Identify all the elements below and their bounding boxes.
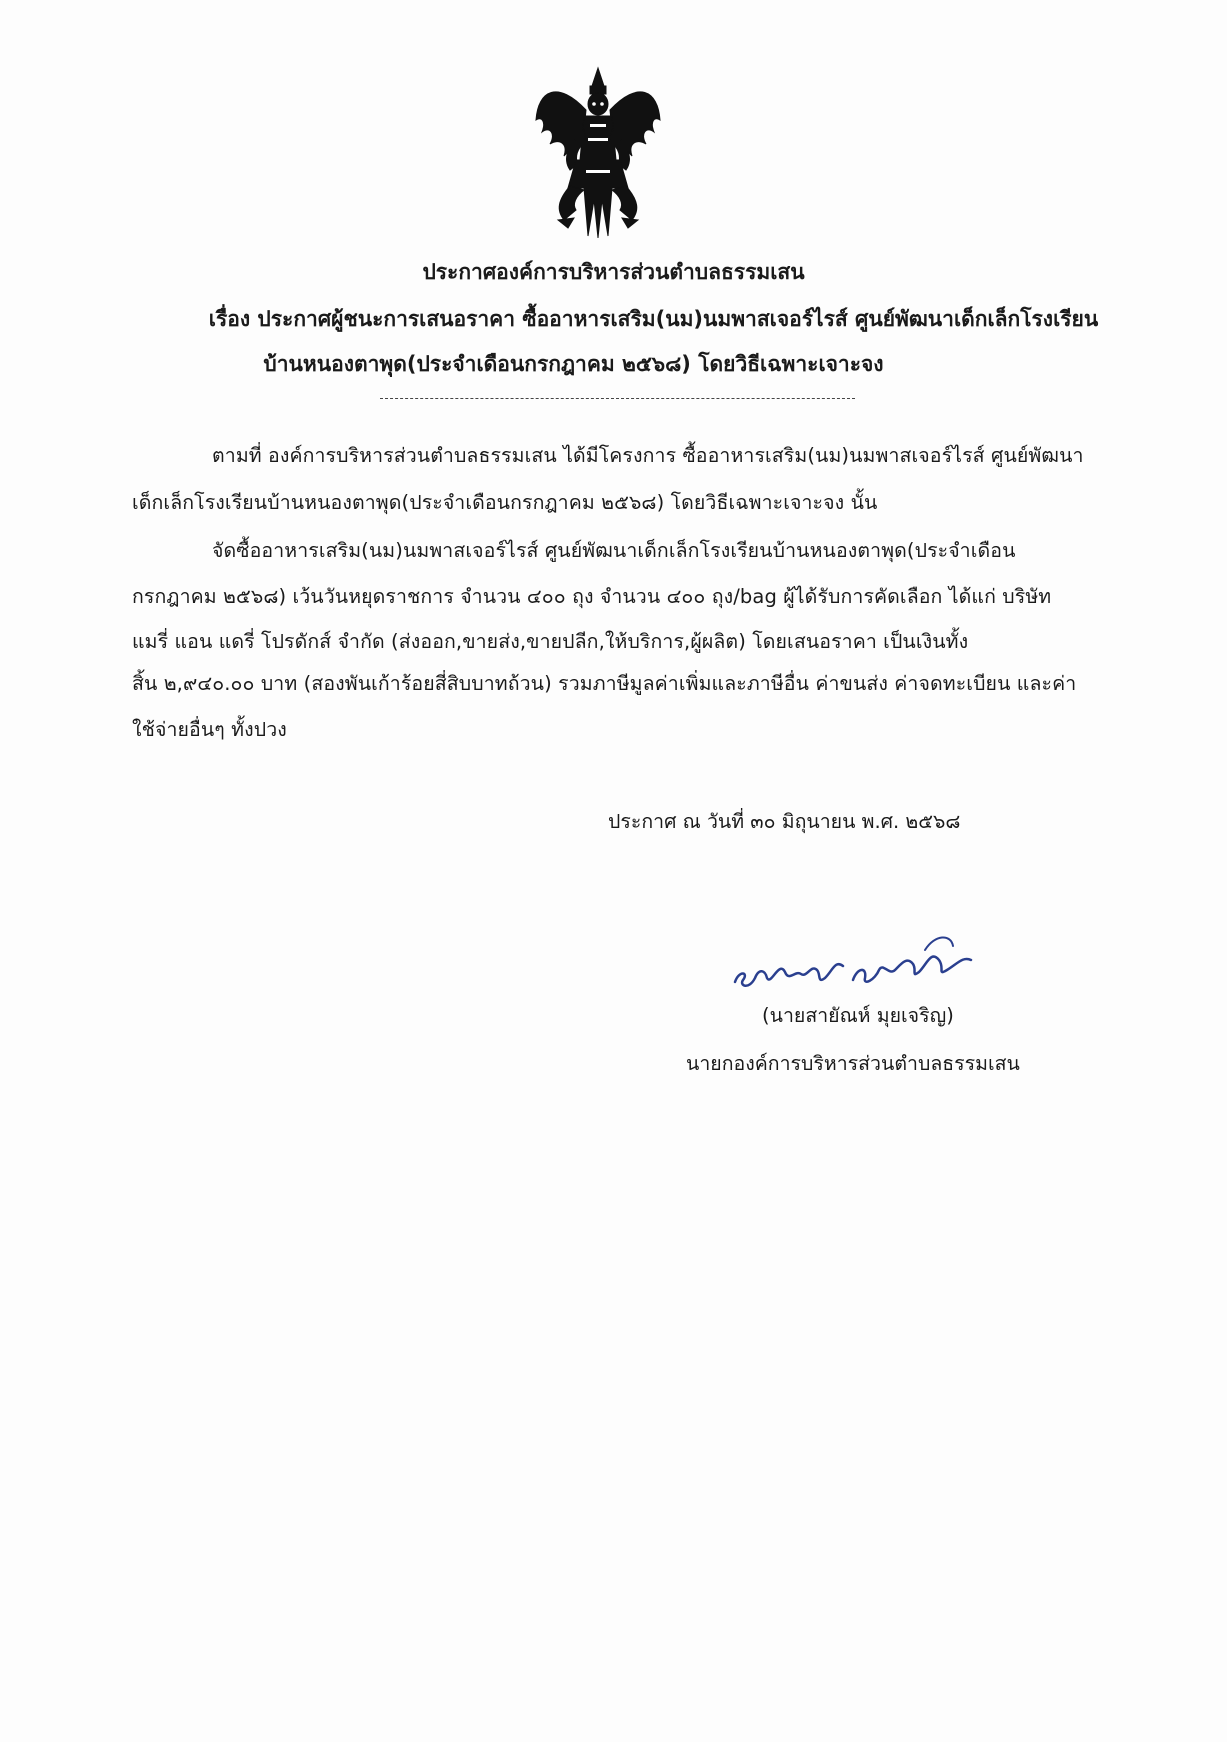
- paragraph-1-line-2: เด็กเล็กโรงเรียนบ้านหนองตาพุด(ประจำเดือนกรกฎาคม ๒๕๖๘) โดยวิธีเฉพาะเจาะจง นั้น: [132, 491, 878, 514]
- paragraph-2-line-3: แมรี่ แอน แดรี่ โปรดักส์ จำกัด (ส่งออก,ขายส่ง,ขายปลีก,ให้บริการ,ผู้ผลิต) โดยเสนอราคา เป็นเงินทั้ง: [132, 630, 969, 653]
- signature-icon: [725, 920, 995, 1000]
- signer-position: นายกองค์การบริหารส่วนตำบลธรรมเสน: [686, 1052, 1020, 1075]
- paragraph-2-line-4: สิ้น ๒,๙๔๐.๐๐ บาท (สองพันเก้าร้อยสี่สิบบาทถ้วน) รวมภาษีมูลค่าเพิ่มและภาษีอื่น ค่าขนส่ง ค่าจดทะเบียน และค่า: [132, 672, 1077, 695]
- subject-line-1: เรื่อง ประกาศผู้ชนะการเสนอราคา ซื้ออาหารเสริม(นม)นมพาสเจอร์ไรส์ ศูนย์พัฒนาเด็กเล็กโรงเรียน: [208, 307, 1099, 331]
- paragraph-2-line-5: ใช้จ่ายอื่นๆ ทั้งปวง: [132, 718, 287, 741]
- subject-line-2: บ้านหนองตาพุด(ประจำเดือนกรกฎาคม ๒๕๖๘) โดยวิธีเฉพาะเจาะจง: [263, 352, 884, 376]
- paragraph-2-line-1: จัดซื้ออาหารเสริม(นม)นมพาสเจอร์ไรส์ ศูนย์พัฒนาเด็กเล็กโรงเรียนบ้านหนองตาพุด(ประจำเดือน: [212, 539, 1016, 562]
- announcement-title: ประกาศองค์การบริหารส่วนตำบลธรรมเสน: [422, 260, 805, 284]
- paragraph-2-line-2: กรกฎาคม ๒๕๖๘) เว้นวันหยุดราชการ จำนวน ๔๐๐ ถุง จำนวน ๔๐๐ ถุง/bag ผู้ได้รับการคัดเลือก ได้แก่ บริษัท: [132, 585, 1052, 608]
- announcement-date: ประกาศ ณ วันที่ ๓๐ มิถุนายน พ.ศ. ๒๕๖๘: [608, 810, 961, 833]
- signer-name: (นายสายัณห์ มุยเจริญ): [762, 1004, 954, 1027]
- paragraph-1-line-1: ตามที่ องค์การบริหารส่วนตำบลธรรมเสน ได้มีโครงการ ซื้ออาหารเสริม(นม)นมพาสเจอร์ไรส์ ศูนย์พัฒนา: [212, 444, 1084, 467]
- garuda-emblem-icon: [528, 60, 668, 240]
- divider: [380, 398, 855, 399]
